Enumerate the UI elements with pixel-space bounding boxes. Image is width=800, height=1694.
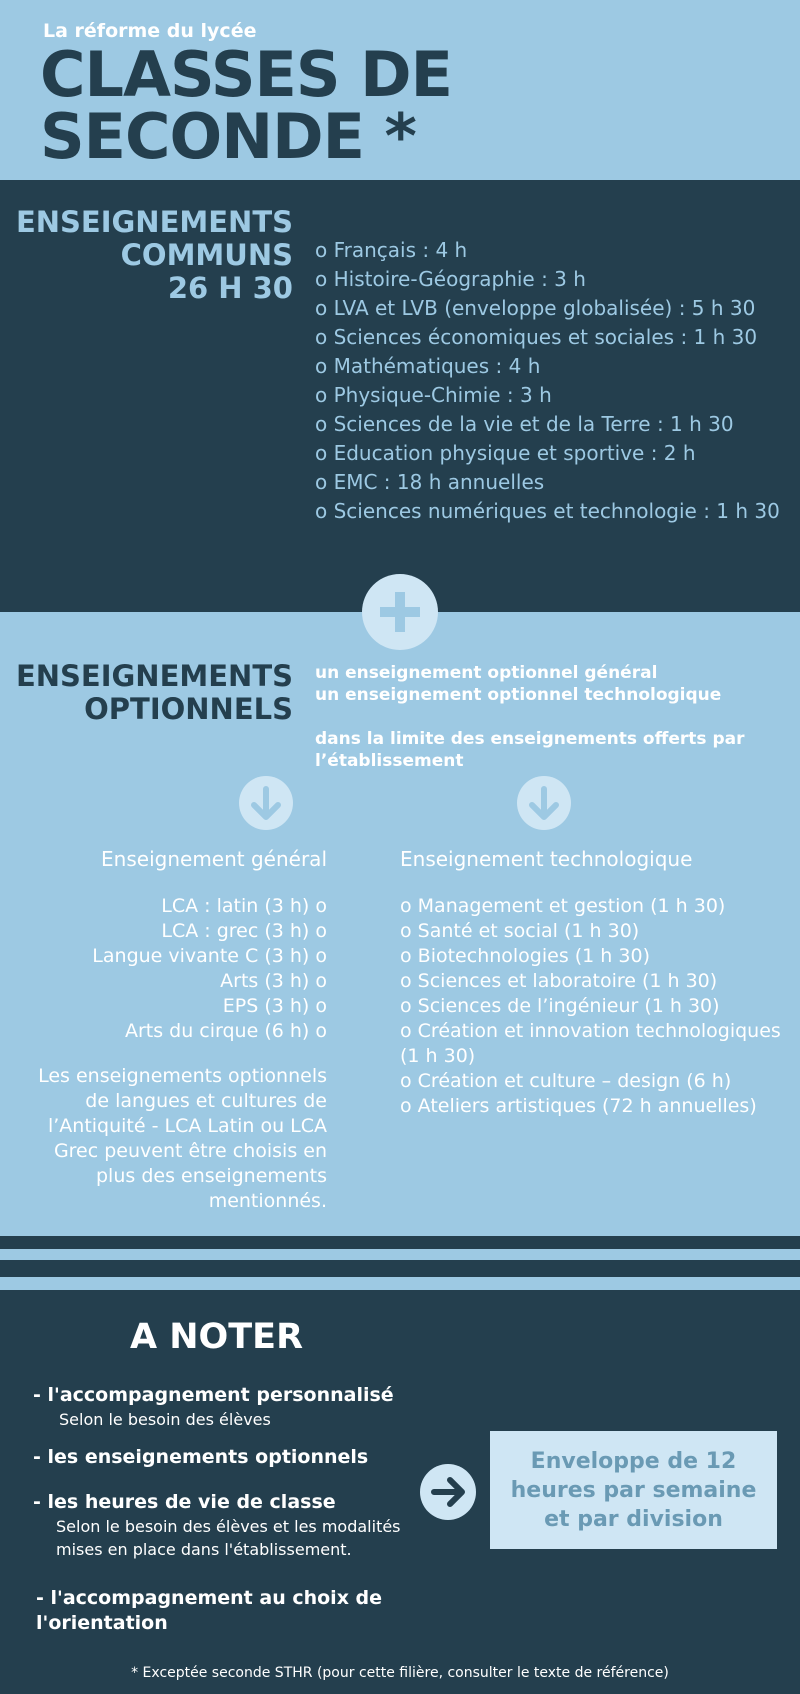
note-item (33, 1490, 401, 1561)
optional-intro-line-1: un enseignement optionnel général (315, 663, 658, 683)
list-item: o Sciences numériques et technologie : 1 h 30 (315, 499, 780, 523)
note-item-title: - les heures de vie de classe (33, 1491, 336, 1513)
list-item: LCA : grec (3 h) o (161, 920, 327, 942)
note-item-subtitle: Selon le besoin des élèves et les modalités (56, 1517, 401, 1536)
list-item: o Français : 4 h (315, 238, 468, 262)
arrow-down-icon (517, 776, 571, 830)
common-courses-list (315, 236, 780, 526)
divider-stripe (0, 1260, 800, 1277)
list-item: o Sciences économiques et sociales : 1 h 30 (315, 325, 758, 349)
common-heading-hours: 26 H 30 (167, 271, 293, 305)
lca-note: Les enseignements optionnels de langues et cultures de l’Antiquité - LCA Latin ou LCA Grec peuvent être choisis en plus des enseignements mentionnés. (38, 1065, 327, 1212)
optional-courses-section (0, 612, 800, 1236)
list-item: Arts (3 h) o (220, 970, 327, 992)
common-heading-line-2: COMMUNS (120, 238, 293, 272)
note-item-title: - l'accompagnement personnalisé (33, 1384, 394, 1406)
list-item: o EMC : 18 h annuelles (315, 470, 545, 494)
note-item-title: - l'accompagnement au choix de l'orientation (36, 1587, 383, 1634)
general-column-title: Enseignement général (101, 847, 327, 871)
technological-courses-list (400, 894, 790, 1119)
note-item-subtitle: Selon le besoin des élèves (59, 1410, 271, 1429)
optional-heading-line-1: ENSEIGNEMENTS (15, 659, 293, 693)
list-item: o Physique-Chimie : 3 h (315, 383, 552, 407)
list-item: o Mathématiques : 4 h (315, 354, 541, 378)
list-item: o Sciences de la vie et de la Terre : 1 h 30 (315, 412, 734, 436)
title-line-1: CLASSES DE (40, 38, 452, 111)
plus-icon (362, 574, 438, 650)
envelope-callout: Enveloppe de 12 heures par semaine et par division (490, 1431, 777, 1549)
optional-courses-heading (0, 660, 293, 726)
optional-intro-line-2: un enseignement optionnel technologique (315, 685, 722, 705)
list-item: LCA : latin (3 h) o (161, 895, 327, 917)
divider-stripe (0, 1277, 800, 1290)
technological-optional-column (400, 846, 790, 1119)
list-item: o LVA et LVB (enveloppe globalisée) : 5 h 30 (315, 296, 756, 320)
common-courses-heading (0, 206, 293, 305)
list-item: Langue vivante C (3 h) o (92, 945, 327, 967)
list-item: o Sciences de l’ingénieur (1 h 30) (400, 995, 720, 1017)
general-optional-column (20, 846, 327, 1214)
technological-column-title: Enseignement technologique (400, 847, 693, 871)
list-item: o Biotechnologies (1 h 30) (400, 945, 650, 967)
list-item: o Sciences et laboratoire (1 h 30) (400, 970, 718, 992)
list-item: o Création et innovation technologiques (1 h 30) (400, 1020, 781, 1067)
notes-heading: A NOTER (129, 1317, 304, 1357)
header-section (0, 0, 800, 180)
header-kicker: La réforme du lycée (43, 20, 257, 42)
list-item: EPS (3 h) o (222, 995, 327, 1017)
page-title (40, 38, 452, 173)
plus-icon-vertical (395, 592, 405, 632)
note-item (33, 1445, 368, 1470)
footnote: * Exceptée seconde STHR (pour cette filière, consulter le texte de référence) (131, 1665, 669, 1681)
arrow-down-icon (239, 776, 293, 830)
title-line-2: SECONDE * (40, 100, 416, 173)
divider-stripe (0, 1249, 800, 1260)
note-item-subtitle: mises en place dans l'établissement. (56, 1540, 352, 1559)
list-item: o Ateliers artistiques (72 h annuelles) (400, 1095, 757, 1117)
optional-intro (315, 662, 785, 772)
list-item: o Management et gestion (1 h 30) (400, 895, 726, 917)
list-item: o Création et culture – design (6 h) (400, 1070, 732, 1092)
optional-heading-line-2: OPTIONNELS (84, 692, 293, 726)
general-courses-list (20, 894, 327, 1044)
arrow-right-icon (420, 1464, 476, 1520)
note-item-title: - les enseignements optionnels (33, 1446, 369, 1468)
note-item (33, 1383, 394, 1431)
common-heading-line-1: ENSEIGNEMENTS (15, 205, 293, 239)
list-item: o Santé et social (1 h 30) (400, 920, 640, 942)
divider-stripe (0, 1236, 800, 1249)
note-item (36, 1586, 416, 1636)
list-item: Arts du cirque (6 h) o (124, 1020, 327, 1042)
common-courses-section (0, 180, 800, 612)
optional-intro-line-3: dans la limite des enseignements offerts par l’établissement (315, 729, 745, 771)
list-item: o Education physique et sportive : 2 h (315, 441, 696, 465)
list-item: o Histoire-Géographie : 3 h (315, 267, 586, 291)
